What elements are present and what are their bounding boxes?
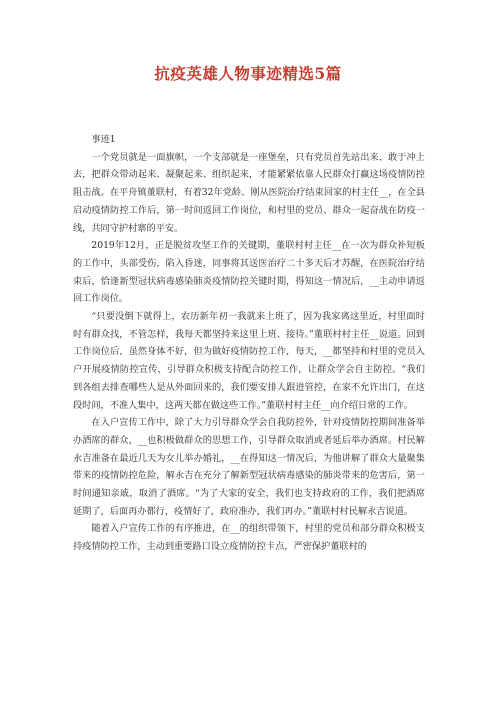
paragraph-5: 随着入户宣传工作的有序推进，在__的组织带领下，村里的党员和部分群众积极支持疫情防控工作，主动到重要路口设立疫情防控卡点，严密保护董联村的 bbox=[73, 523, 425, 553]
paragraph-1: 一个党员就是一面旗帜，一个支部就是一座堡垒，只有党员首先站出来、敢于冲上去，把群众带动起来、凝聚起来、组织起来，才能紧紧依靠人民群众打赢这场疫情防控阻击战。在平舟镇董联村，有着32年党龄、刚从医院治疗结束回家的村主任__，在全县启动疫情防控工作后，第一时间返回工作岗位，和村里的党员、群众一起奋战在防疫一线，共同守护村寨的平安。 bbox=[73, 151, 425, 234]
paragraph-4: 在入户宣传工作中，除了大力引导群众学会自我防控外，针对疫情防控期间准备举办酒席的群众，__也积极做群众的思想工作，引导群众取消或者延后举办酒席。村民解永吉准备在最近几天为女儿举办婚礼，__在得知这一情况后，为他讲解了群众大量聚集带来的疫情防控危险，解永吉在充分了解新型冠状病毒感染的肺炎带来的危害后，第一时间通知亲戚，取消了酒席。“为了大家的安全，我们也支持政府的工作，我们把酒席延期了，后面再办都行，疫情好了，政府准办，我们再办。”董联村村民解永吉说道。 bbox=[73, 417, 425, 517]
paragraph-3: “只要没倒下就得上，农历新年初一我就来上班了，因为我家离这里近，村里面时时有群众找，不管怎样，我每天都坚持来这里上班、接待。”董联村村主任__说道。回到工作岗位后，虽然身体不好，但为做好疫情防控工作，每天，__都坚持和村里的党员入户开展疫情防控宣传，引导群众积极支持配合防控工作，让群众学会自主防控。“我们到各组去排查哪些人是从外面回来的，我们要安排人跟进管控，在家不允许出门，在这段时间，不准人集中，这两天都在做这些工作。”董联村村主任__向介绍日常的工作。 bbox=[73, 311, 425, 411]
document-body bbox=[73, 131, 425, 556]
section-heading: 事迹1 bbox=[91, 134, 116, 145]
paragraph-2: 2019年12月，正是脱贫攻坚工作的关键期，董联村村主任__在一次为群众补短板的工作中，头部受伤，陷入昏迷，同事将其送医治疗二十多天后才苏醒，在医院治疗结束后，恰逢新型冠状病毒感染肺炎疫情防控关键时期，得知这一情况后，__主动申请返回工作岗位。 bbox=[73, 240, 425, 305]
document-title: 抗疫英雄人物事迹精选5篇 bbox=[154, 64, 342, 83]
